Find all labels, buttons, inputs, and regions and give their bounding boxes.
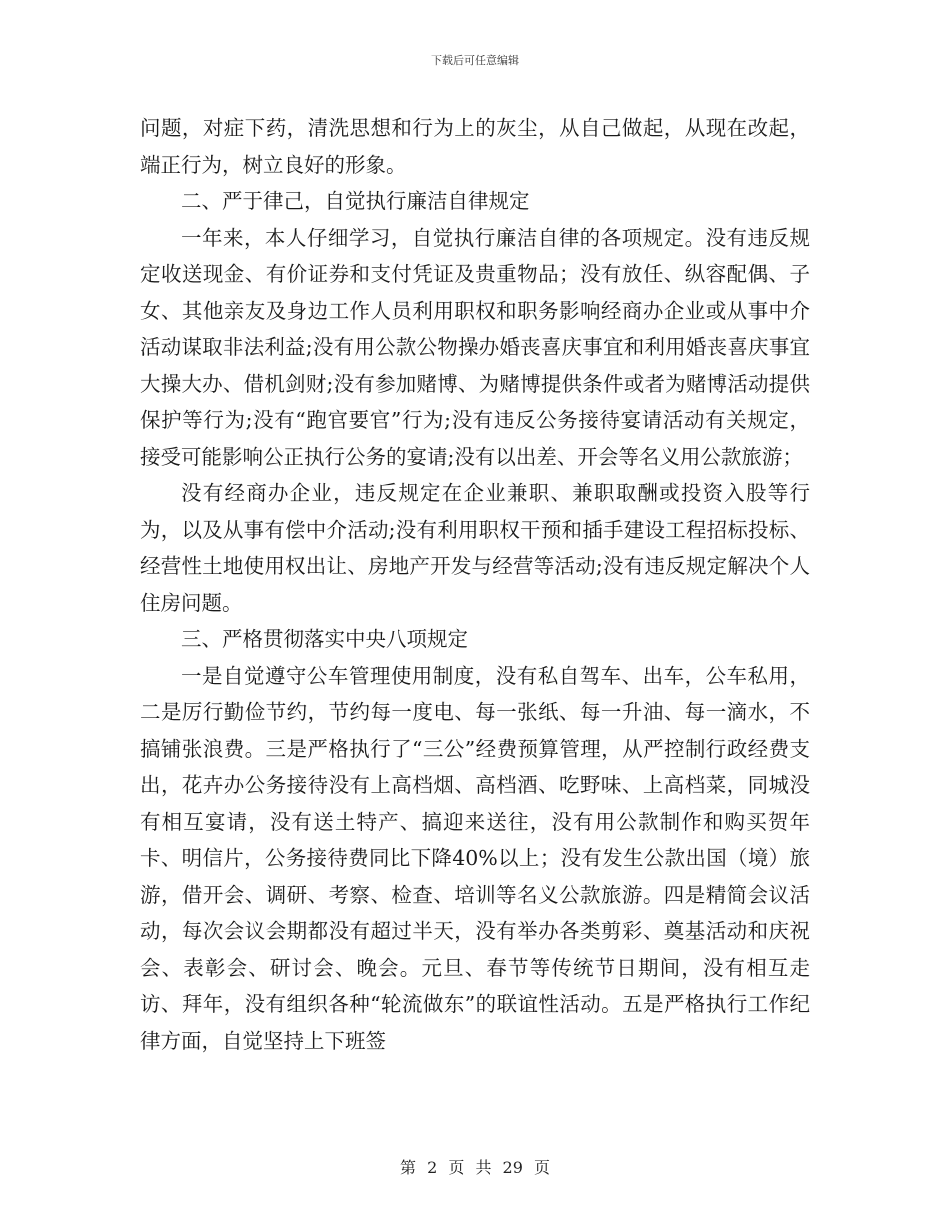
section-heading: 三、严格贯彻落实中央八项规定 bbox=[181, 627, 468, 651]
paragraph: 一是自觉遵守公车管理使用制度，没有私自驾车、出车，公车私用，二是厉行勤俭节约，节约每一度电、每一张纸、每一升油、每一滴水，不搞铺张浪费。三是严格执行了“三公”经费预算管理，从严控制行政经费支出，花卉办公务接待没有上高档烟、高档酒、吃野味、上高档菜，同城没有相互宴请，没有送土特产、搞迎来送往，没有用公款制作和购买贺年卡、明信片，公务接待费同比下降40%以上；没有发生公款出国（境）旅游，借开会、调研、考察、检查、培训等名义公款旅游。四是精简会议活动，每次会议会期都没有超过半天，没有举办各类剪彩、奠基活动和庆祝会、表彰会、研讨会、晚会。元旦、春节等传统节日期间，没有相互走访、拜年，没有组织各种“轮流做东”的联谊性活动。五是严格执行工作纪律方面，自觉坚持上下班签 bbox=[140, 663, 810, 1053]
paragraph: 没有经商办企业，违反规定在企业兼职、兼职取酬或投资入股等行为，以及从事有偿中介活动;没有利用职权干预和插手建设工程招标投标、经营性土地使用权出让、房地产开发与经营等活动;没有违反规定解决个人住房问题。 bbox=[140, 481, 810, 615]
paragraph: 一年来，本人仔细学习，自觉执行廉洁自律的各项规定。没有违反规定收送现金、有价证券和支付凭证及贵重物品；没有放任、纵容配偶、子女、其他亲友及身边工作人员利用职权和职务影响经商办企业或从事中介活动谋取非法利益;没有用公款公物操办婚丧喜庆事宜和利用婚丧喜庆事宜大操大办、借机剑财;没有参加赌博、为赌博提供条件或者为赌博活动提供保护等行为;没有“跑官要官”行为;没有违反公务接待宴请活动有关规定，接受可能影响公正执行公务的宴请;没有以出差、开会等名义用公款旅游； bbox=[140, 225, 810, 469]
paragraph: 问题，对症下药，清洗思想和行为上的灰尘，从自己做起，从现在改起，端正行为，树立良好的形象。 bbox=[140, 116, 810, 177]
page-header: 下载后可任意编辑 bbox=[431, 54, 519, 67]
section-heading: 二、严于律己，自觉执行廉洁自律规定 bbox=[181, 189, 530, 213]
document-body bbox=[140, 110, 810, 1059]
page-number: 第 2 页 共 29 页 bbox=[400, 1158, 550, 1177]
